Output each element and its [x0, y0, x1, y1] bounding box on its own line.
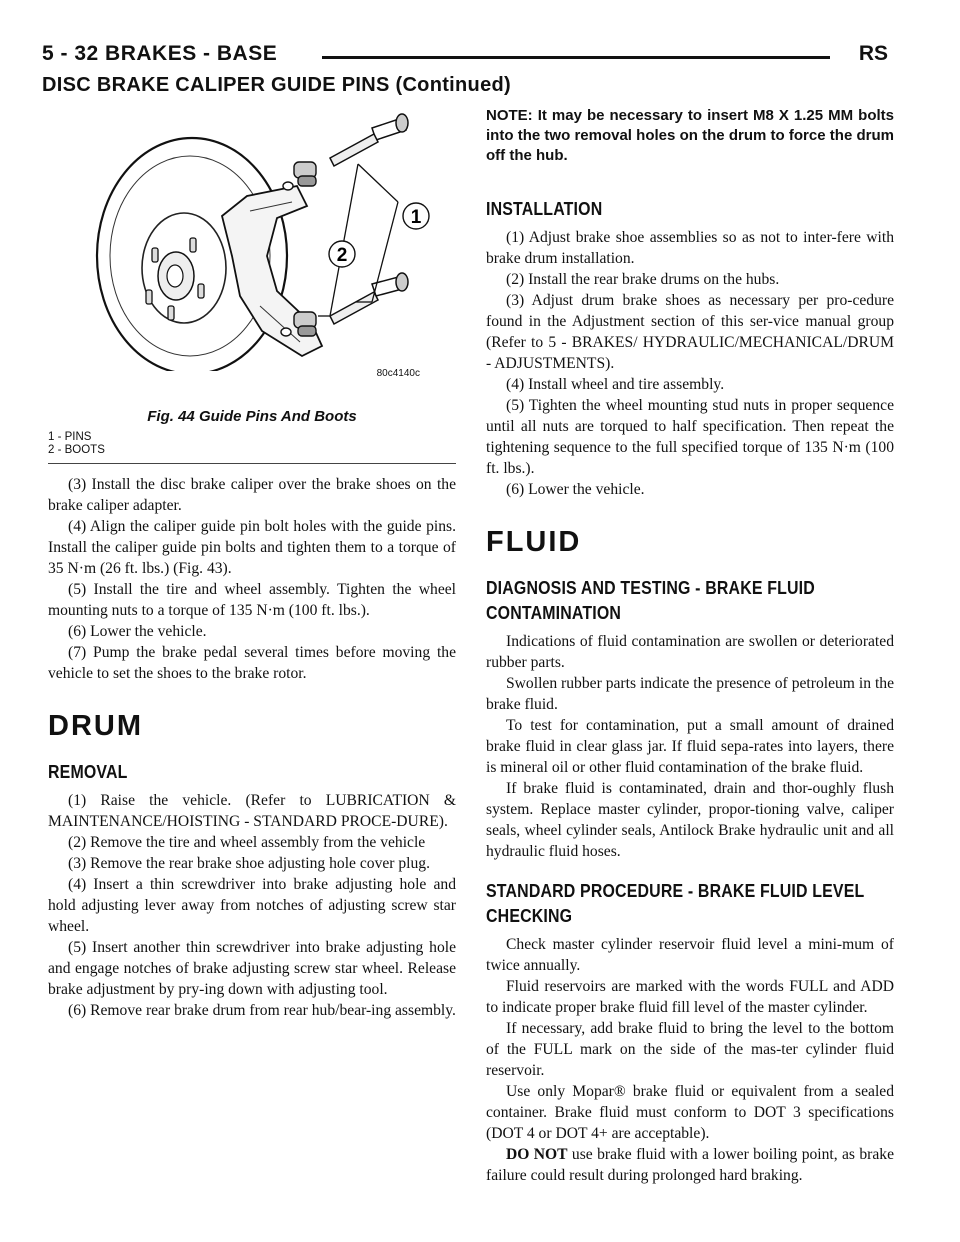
step-paragraph: (5) Insert another thin screwdriver into brake adjusting hole and engage notches of brake adjusting screw star wheel. Release brake adjustment by pry-ing down with adjusting tool.	[48, 939, 456, 998]
callout-2: 2	[336, 245, 348, 266]
figure-code: 80c4140c	[376, 368, 420, 379]
heading-diagnosis: DIAGNOSIS AND TESTING - BRAKE FLUID CONTAMINATION	[486, 577, 815, 623]
body-paragraph: Use only Mopar® brake fluid or equivalent from a sealed container. Brake fluid must conform to DOT 3 specifications (DOT 4 or DOT 4+ are acceptable).	[486, 1083, 894, 1142]
note-paragraph: NOTE: It may be necessary to insert M8 X 1.25 MM bolts into the two removal holes on the drum to force the drum off the hub.	[486, 107, 894, 164]
step-paragraph: (5) Install the tire and wheel assembly. Tighten the wheel mounting nuts to a torque of 135 N·m (100 ft. lbs.).	[48, 581, 456, 619]
legend-item: 1 - PINS	[48, 431, 92, 443]
guide-pins-illustration	[72, 106, 442, 371]
left-column	[48, 106, 456, 1021]
warning-paragraph	[486, 1144, 894, 1186]
step-paragraph: (3) Adjust drum brake shoes as necessary per pro-cedure found in the Adjustment section of this ser-vice manual group (Refer to 5 - BRAKES/ HYDRAULIC/MECHANICAL/DRUM - ADJUSTMENTS).	[486, 292, 894, 372]
callout-1: 1	[410, 207, 422, 228]
step-paragraph: (5) Tighten the wheel mounting stud nuts in proper sequence until all nuts are torqued to half specification. Then repeat the tightening sequence to the full specified torque of 135 N·m (100 ft. lbs.).	[486, 397, 894, 477]
body-paragraph: If brake fluid is contaminated, drain and thor-oughly flush system. Replace master cylinder, propor-tioning valve, caliper seals, wheel cylinder seals, Antilock Brake hydraulic unit and all hydraulic fluid hoses.	[486, 780, 894, 860]
section-title: DISC BRAKE CALIPER GUIDE PINS (Continued)	[42, 74, 511, 96]
body-paragraph: If necessary, add brake fluid to bring the level to the bottom of the FULL mark on the side of the mas-ter cylinder fluid reservoir.	[486, 1020, 894, 1079]
step-paragraph: (6) Lower the vehicle.	[506, 481, 645, 498]
right-column	[486, 106, 894, 1186]
figure-legend	[48, 431, 456, 457]
do-not-emphasis: DO NOT	[506, 1146, 568, 1163]
step-paragraph: (6) Lower the vehicle.	[68, 623, 207, 640]
step-paragraph: (1) Adjust brake shoe assemblies so as not to inter-fere with brake drum installation.	[486, 229, 894, 267]
step-paragraph: (3) Install the disc brake caliper over the brake shoes on the brake caliper adapter.	[48, 476, 456, 514]
body-paragraph: Check master cylinder reservoir fluid level a mini-mum of twice annually.	[486, 936, 894, 974]
step-paragraph: (2) Remove the tire and wheel assembly from the vehicle	[68, 834, 426, 851]
legend-divider	[48, 463, 456, 464]
step-paragraph: (7) Pump the brake pedal several times before moving the vehicle to set the shoes to the brake rotor.	[48, 644, 456, 682]
body-paragraph: Indications of fluid contamination are swollen or deteriorated rubber parts.	[486, 633, 894, 671]
body-paragraph: To test for contamination, put a small amount of drained brake fluid in clear glass jar. If fluid sepa-rates into layers, there is mineral oil or other fluid contamination of the brake fluid.	[486, 717, 894, 776]
body-paragraph: Swollen rubber parts indicate the presence of petroleum in the brake fluid.	[486, 675, 894, 713]
heading-removal: REMOVAL	[48, 761, 128, 782]
heading-standard-procedure: STANDARD PROCEDURE - BRAKE FLUID LEVEL CHECKING	[486, 880, 865, 926]
heading-installation: INSTALLATION	[486, 198, 603, 219]
step-paragraph: (4) Align the caliper guide pin bolt holes with the guide pins. Install the caliper guide pin bolts and tighten them to a torque of 35 N·m (26 ft. lbs.) (Fig. 43).	[48, 518, 456, 577]
model-code: RS	[858, 42, 888, 65]
step-paragraph: (2) Install the rear brake drums on the hubs.	[506, 271, 780, 288]
step-paragraph: (3) Remove the rear brake shoe adjusting hole cover plug.	[68, 855, 430, 872]
step-paragraph: (4) Insert a thin screwdriver into brake adjusting hole and hold adjusting lever away from notches of adjusting screw star wheel.	[48, 876, 456, 935]
legend-item: 2 - BOOTS	[48, 444, 105, 456]
body-paragraph: Fluid reservoirs are marked with the words FULL and ADD to indicate proper brake fluid fill level of the master cylinder.	[486, 978, 894, 1016]
figure-caption: Fig. 44 Guide Pins And Boots	[147, 408, 357, 425]
heading-drum: DRUM	[48, 710, 143, 742]
step-paragraph: (6) Remove rear brake drum from rear hub/bear-ing assembly.	[68, 1002, 456, 1019]
step-paragraph: (4) Install wheel and tire assembly.	[506, 376, 725, 393]
page-header	[42, 42, 888, 74]
heading-fluid: FLUID	[486, 526, 582, 558]
figure-guide-pins	[48, 106, 456, 406]
step-paragraph: (1) Raise the vehicle. (Refer to LUBRICATION & MAINTENANCE/HOISTING - STANDARD PROCE-DURE).	[48, 792, 456, 830]
header-rule	[322, 56, 830, 59]
page-number-section: 5 - 32 BRAKES - BASE	[42, 42, 278, 65]
warning-text: use brake fluid with a lower boiling point, as brake failure could result during prolonged hard braking.	[486, 1146, 894, 1184]
